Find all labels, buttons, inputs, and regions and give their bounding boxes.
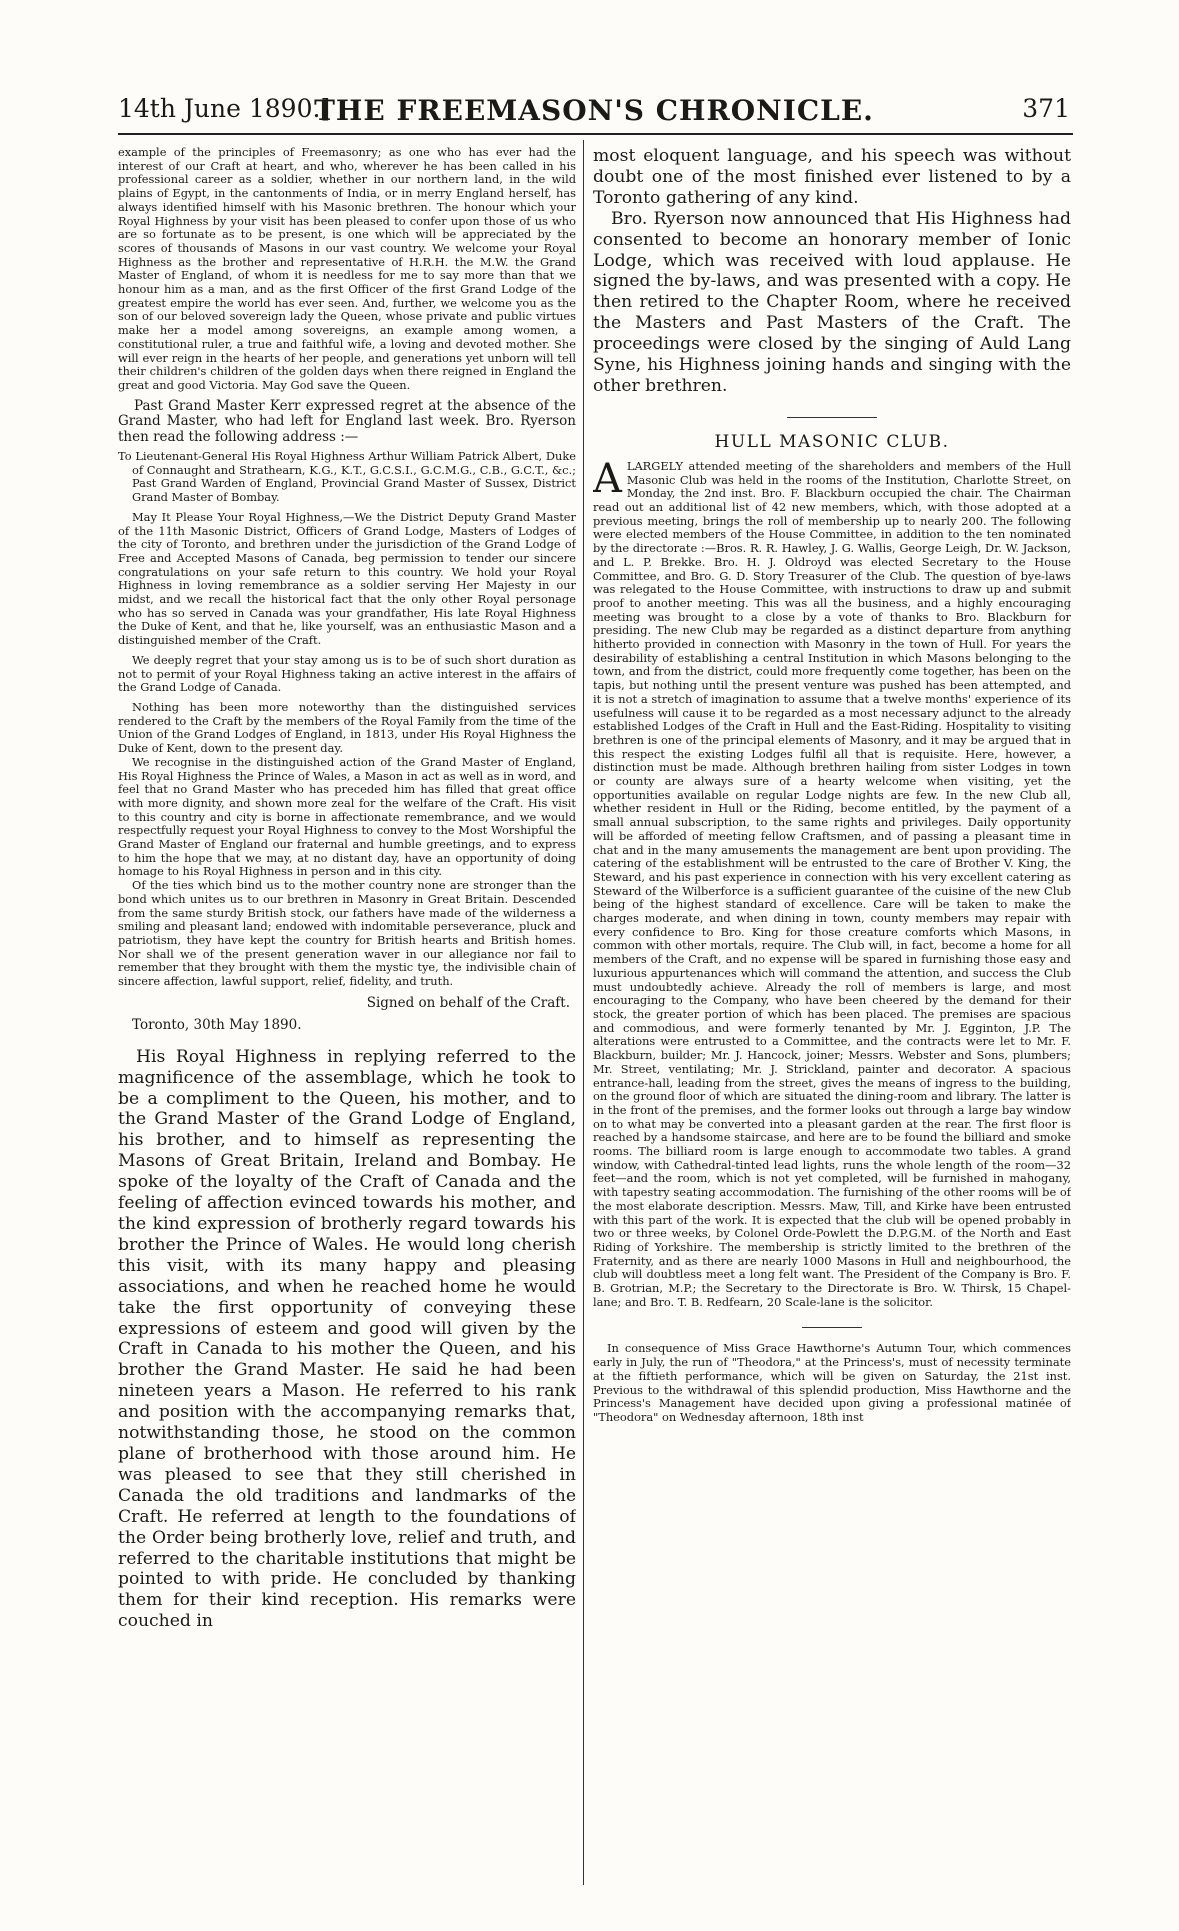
theatre-notice: In consequence of Miss Grace Hawthorne's Autumn Tour, which commences early in July, the run of "Theodora," at the Princess's, must of necessity terminate at the fiftieth performance, which will be given on Saturday, the 21st inst. Previous to the withdrawal of this splendid production, Miss Hawthorne and the Princess's Management have decided upon giving a professional matinée of "Theodora" on Wednesday afternoon, 18th inst [593,1341,1071,1424]
honorary-member-paragraph: Bro. Ryerson now announced that His Highness had consented to become an honorary member of Ionic Lodge, which was received with loud applause. He signed the by-laws, and was presented with a copy. He then retired to the Chapter Room, where he received the Masters and Past Masters of the Craft. The proceedings were closed by the singing of Auld Lang Syne, his Highness joining hands and singing with the other brethren. [593,208,1071,396]
kerr-paragraph: Past Grand Master Kerr expressed regret at the absence of the Grand Master, who had left for England last week. Bro. Ryerson then read the following address :— [118,397,576,446]
address-salutation: To Lieutenant-General His Royal Highness Arthur William Patrick Albert, Duke of Connaught and Strathearn, K.G., K.T., G.C.S.I., G.C.M.G., C.B., G.C.T., &c.; Past Grand Warden of England, Provincial Grand Master of Sussex, District Grand Master of Bombay. [118,449,576,505]
signature-line: Signed on behalf of the Craft. [366,994,570,1011]
column-divider [583,140,584,1885]
right-column [593,146,1071,1881]
address-para-1: May It Please Your Royal Highness,—We the District Deputy Grand Master of the 11th Masonic District, Officers of Grand Lodge, Masters of Lodges of the city of Toronto, and brethren under the jurisdiction of the Grand Lodge of Free and Accepted Masons of Canada, beg permission to tender our sincere congratulations on your safe return to this country. We hold your Royal Highness in loving remembrance as a soldier serving Her Majesty in our midst, and we recall the historical fact that the only other Royal personage who has so served in Canada was your grandfather, His late Royal Highness the Duke of Kent, and that he, like yourself, was an enthusiastic Mason and a distinguished member of the Craft. [118,509,576,648]
address-para-5: Of the ties which bind us to the mother country none are stronger than the bond which unites us to our brethren in Masonry in Great Britain. Descended from the same sturdy British stock, our fathers have made of the wilderness a smiling and pleasant land; endowed with indomitable perseverance, pluck and patriotism, they have kept the country for British hearts and British homes. Nor shall we of the present generation waver in our allegiance nor fail to remember that they brought with them the mystic tye, the indivisible chain of sincere affection, lawful support, relief, fidelity, and truth. [118,878,576,989]
drop-cap: A [593,455,622,502]
speech-conclusion: most eloquent language, and his speech was without doubt one of the most finished ever listened to by a Toronto gathering of any kind. [593,146,1071,208]
page-number: 371 [1022,94,1070,123]
section-heading: HULL MASONIC CLUB. [714,431,950,452]
dateline: Toronto, 30th May 1890. [132,1016,302,1033]
club-article: LARGELY attended meeting of the shareholders and members of the Hull Masonic Club was held in the rooms of the Institution, Charlotte Street, on Monday, the 2nd inst. Bro. F. Blackburn occupied the chair. The Chairman read out an additional list of 42 new members, which, with those adopted at a previous meeting, brings the roll of membership up to nearly 200. The following were elected members of the House Committee, in addition to the ten nominated by the directorate :—Bros. R. R. Hawley, J. G. Wallis, George Leigh, Dr. W. Jackson, and L. P. Brekke. Bro. H. J. Oldroyd was elected Secretary to the House Committee, and Bro. G. D. Story Treasurer of the Club. The question of bye-laws was relegated to the House Committee, with instructions to draw up and submit proof to another meeting. This was all the business, and a highly encouraging meeting was brought to a close by a vote of thanks to Bro. Blackburn for presiding. The new Club may be regarded as a distinct departure from anything hitherto provided in connection with Masonry in the town of Hull. For years the desirability of establishing a central Institution in which Masons belonging to the town, and from the district, could more frequently come together, has been on the tapis, but nothing until the present venture was pushed has been attempted, and it is not a stretch of imagination to assume that a twelve months' experience of its usefulness will cause it to be regarded as a most necessary adjunct to the already established Lodges of the Craft in Hull and the East-Riding. Hospitality to visiting brethren is one of the principal elements of Masonry, and it may be argued that in this respect the existing Lodges fulfil all that is requisite. Here, however, a distinction must be made. Although brethren hailing from sister Lodges in town or county are always sure of a hearty welcome when visiting, yet the opportunities available on regular Lodge nights are few. In the new Club all, whether resident in Hull or the Riding, become entitled, by the payment of a small annual subscription, to the same rights and privileges. Daily opportunity will be afforded of meeting fellow Craftsmen, and of passing a pleasant time in chat and in the many amusements the management are bent upon providing. The catering of the establishment will be entrusted to the care of Brother V. King, the Steward, and his past experience in connection with his very excellent catering as Steward of the Wilberforce is a sufficient guarantee of the cuisine of the new Club being of the highest standard of excellence. Care will be taken to make the charges moderate, and when dining in town, county members may repair with every confidence to Bro. King for those creature comforts which Masons, in common with other mortals, require. The Club will, in fact, become a home for all members of the Craft, and no expense will be spared in furnishing those easy and luxurious appurtenances which will command the attention, and success the Club must undoubtedly achieve. Already the roll of members is large, and most encouraging to the Company, who have been cheered by the demand for their stock, the greater portion of which has been placed. The premises are spacious and commodious, and were formerly tenanted by Mr. J. Egginton, J.P. The alterations were entrusted to a Committee, and the contracts were let to Mr. F. Blackburn, builder; Mr. J. Hancock, joiner; Messrs. Webster and Sons, plumbers; Mr. Street, ventilating; Mr. J. Strickland, painter and decorator. A spacious entrance-hall, leading from the street, gives the means of ingress to the building, on the ground floor of which are situated the dining-room and library. The latter is in the front of the premises, and the former looks out through a large bay window on to what may be converted into a pleasant garden at the rear. The first floor is reached by a handsome staircase, and here are to be found the billiard and smoke rooms. The billiard room is large enough to accommodate two tables. A grand window, with Cathedral-tinted lead lights, runs the whole length of the room—32 feet—and the room, which is not yet completed, will be furnished in mahogany, with tapestry seating accommodation. The furnishing of the other rooms will be of the most elaborate description. Messrs. Maw, Till, and Kirke have been entrusted with this part of the work. It is expected that the club will be opened probably in two or three weeks, by Colonel Orde-Powlett the D.P.G.M. of the North and East Riding of Yorkshire. The membership is strictly limited to the brethren of the Fraternity, and as there are nearly 1000 Masons in Hull and neighbourhood, the club will doubtless meet a long felt want. The President of the Company is Bro. F. B. Grotrian, M.P.; the Secretary to the Directorate is Bro. W. Thirsk, 15 Chapel-lane; and Bro. T. B. Redfearn, 20 Scale-lane is the solicitor. [593,458,1071,1309]
section-rule [787,417,877,418]
running-head [118,88,1070,130]
speech-continuation: example of the principles of Freemasonry; as one who has ever had the interest of our Craft at heart, and who, wherever he has been called in his professional career as a soldier, whether in our northern land, in the wild plains of Egypt, in the cantonments of India, or in merry England herself, has always identified himself with his Masonic brethren. The honour which your Royal Highness by your visit has been pleased to confer upon those of us who are so fortunate as to be present, is one which will be appreciated by the scores of thousands of Masons in our vast country. We welcome your Royal Highness as the brother and representative of H.R.H. the M.W. the Grand Master of England, of whom it is needless for me to say more than that we honour him as a man, and as the first Officer of the first Grand Lodge of the greatest empire the world has ever seen. And, further, we welcome you as the son of our beloved sovereign lady the Queen, whose private and public virtues make her a model among sovereigns, an example among women, a constitutional ruler, a true and faithful wife, a loving and devoted mother. She will ever reign in the hearts of her people, and generations yet unborn will tell their children's children of the golden days when there reigned in England the great and good Victoria. May God save the Queen. [118,146,576,392]
address-para-3: Nothing has been more noteworthy than the distinguished services rendered to the Craft by the members of the Royal Family from the time of the Union of the Grand Lodges of England, in 1813, under His Royal Highness the Duke of Kent, down to the present day. [118,700,576,756]
address-para-2: We deeply regret that your stay among us is to be of such short duration as not to permit of your Royal Highness taking an active interest in the affairs of the Grand Lodge of Canada. [118,652,576,695]
issue-date: 14th June 1890.] [118,94,331,123]
reply-paragraph: His Royal Highness in replying referred to the magnificence of the assemblage, which he took to be a compliment to the Queen, his mother, and to the Grand Master of the Grand Lodge of England, his brother, and to himself as representing the Masons of Great Britain, Ireland and Bombay. He spoke of the loyalty of the Craft of Canada and the feeling of affection evinced towards his mother, and the kind expression of brotherly regard towards his brother the Prince of Wales. He would long cherish this visit, with its many happy and pleasing associations, and when he reached home he would take the first opportunity of conveying these expressions of esteem and good will given by the Craft in Canada to his mother the Queen, and his brother the Grand Master. He said he had been nineteen years a Mason. He referred to his rank and position with the accompanying remarks that, notwithstanding those, he stood on the common plane of brotherhood with those around him. He was pleased to see that they still cherished in Canada the old traditions and landmarks of the Craft. He referred at length to the foundations of the Order being brotherly love, relief and truth, and referred to the charitable institutions that might be pointed to with pride. He concluded by thanking them for their kind reception. His remarks were couched in [118,1046,576,1632]
header-rule [118,133,1073,135]
left-column [118,146,576,1881]
publication-title: THE FREEMASON'S CHRONICLE. [314,94,874,127]
address-para-4: We recognise in the distinguished action of the Grand Master of England, His Royal Highness the Prince of Wales, a Mason in act as well as in word, and feel that no Grand Master who has preceded him has filled that great office with more dignity, and shown more zeal for the welfare of the Craft. His visit to this country and city is borne in affectionate remembrance, and we would respectfully request your Royal Highness to convey to the Most Worshipful the Grand Master of England our fraternal and humble greetings, and to express to him the hope that we may, at no distant day, have an opportunity of doing homage to his Royal Highness in person and in this city. [118,754,576,879]
article-rule [802,1327,862,1328]
